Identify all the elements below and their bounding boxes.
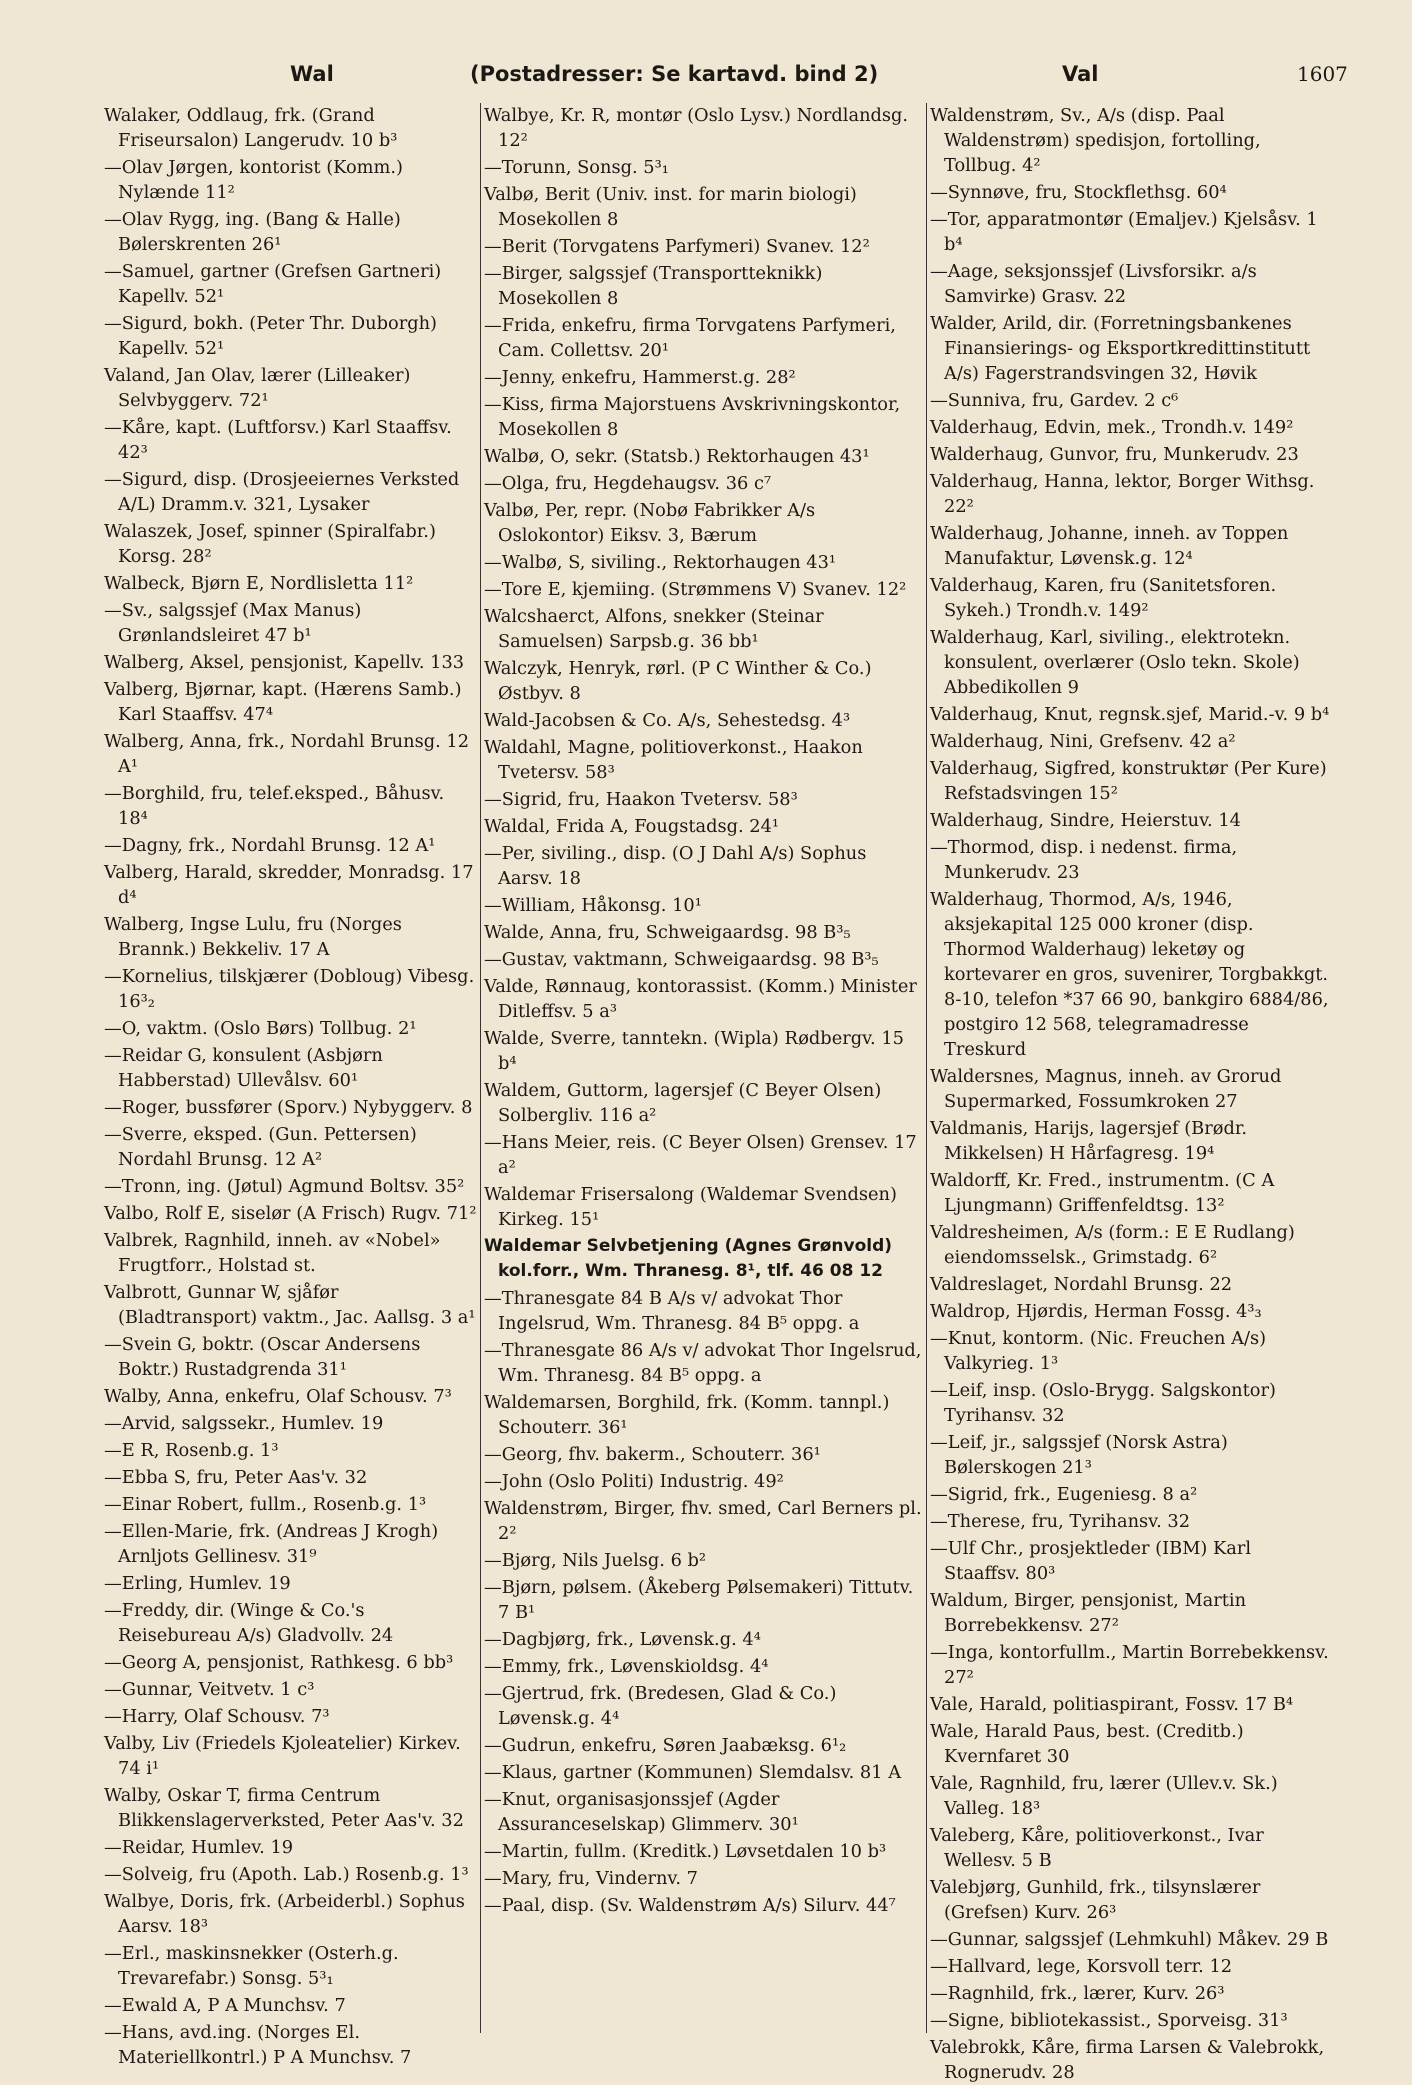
directory-entry: Walby, Anna, enkefru, Olaf Schousv. 7³: [104, 1386, 452, 1407]
directory-entry: —Gjertrud, frk. (Bredesen, Glad & Co.) Løvensk.g. 4⁴: [484, 1683, 837, 1729]
directory-entry: —Inga, kontorfullm., Martin Borrebekkensv. 27²: [930, 1642, 1329, 1688]
directory-entry: —Kornelius, tilskjærer (Dobloug) Vibesg. 16³₂: [104, 966, 475, 1012]
directory-entry: —Leif, insp. (Oslo-Brygg. Salgskontor) Tyrihansv. 32: [930, 1380, 1276, 1426]
directory-entry: —Sigurd, bokh. (Peter Thr. Duborgh) Kapellv. 52¹: [104, 313, 437, 359]
directory-entry: —Sigrid, frk., Eugeniesg. 8 a²: [930, 1484, 1198, 1505]
directory-entry: Waldum, Birger, pensjonist, Martin Borrebekkensv. 27²: [930, 1590, 1247, 1636]
directory-entry: —Thranesgate 86 A/s v/ advokat Thor Ingelsrud, Wm. Thranesg. 84 B⁵ oppg. a: [484, 1340, 922, 1386]
directory-entry: —Per, siviling., disp. (O J Dahl A/s) Sophus Aarsv. 18: [484, 843, 867, 889]
directory-entry: —Gudrun, enkefru, Søren Jaabæksg. 6¹₂: [484, 1735, 847, 1756]
directory-entry: Walde, Anna, fru, Schweigaardsg. 98 B³₅: [484, 922, 851, 943]
directory-entry: —Signe, bibliotekassist., Sporveisg. 31³: [930, 2010, 1288, 2031]
directory-entry: Valebrokk, Kåre, firma Larsen & Valebrokk, Rognerudv. 28: [930, 2037, 1325, 2083]
directory-entry: —Ebba S, fru, Peter Aas'v. 32: [104, 1467, 368, 1488]
directory-entry: Valderhaug, Edvin, mek., Trondh.v. 149²: [930, 417, 1294, 438]
column-2: [484, 103, 922, 2038]
directory-entry: —Kåre, kapt. (Luftforsv.) Karl Staaffsv. 42³: [104, 417, 452, 463]
directory-entry: —Frida, enkefru, firma Torvgatens Parfymeri, Cam. Collettsv. 20¹: [484, 315, 896, 361]
directory-entry: —Svein G, boktr. (Oscar Andersens Boktr.) Rustadgrenda 31¹: [104, 1334, 421, 1380]
directory-entry: Walder, Arild, dir. (Forretningsbankenes Finansierings- og Eksportkredittinstitutt A/s) Fagerstrandsvingen 32, Høvik: [930, 313, 1311, 384]
directory-entry: —Thranesgate 84 B A/s v/ advokat Thor Ingelsrud, Wm. Thranesg. 84 B⁵ oppg. a: [484, 1288, 860, 1334]
directory-entry: Valderhaug, Knut, regnsk.sjef, Marid.-v. 9 b⁴: [930, 704, 1330, 725]
directory-entry: —Leif, jr., salgssjef (Norsk Astra) Bølerskogen 21³: [930, 1432, 1228, 1478]
directory-entry: Valbo, Rolf E, siselør (A Frisch) Rugv. 71²: [104, 1203, 477, 1224]
directory-entry: Walbø, O, sekr. (Statsb.) Rektorhaugen 43¹: [484, 446, 870, 467]
directory-entry: Walderhaug, Thormod, A/s, 1946, aksjekapital 125 000 kroner (disp. Thormod Walderhaug) leketøy og kortevarer en gros, suvenirer, Torgbakkgt. 8-10, telefon *37 66 90, bankgiro 6884/86, postgiro 12 568, telegramadresse Treskurd: [930, 889, 1329, 1060]
directory-entry: —Solveig, fru (Apoth. Lab.) Rosenb.g. 1³: [104, 1864, 469, 1885]
directory-entry: Valberg, Harald, skredder, Monradsg. 17 d⁴: [104, 862, 474, 908]
directory-entry: Vale, Ragnhild, fru, lærer (Ullev.v. Sk.) Valleg. 18³: [930, 1773, 1278, 1819]
directory-entry: Walderhaug, Johanne, inneh. av Toppen Manufaktur, Løvensk.g. 12⁴: [930, 523, 1289, 569]
directory-entry: Valberg, Bjørnar, kapt. (Hærens Samb.) Karl Staaffsv. 47⁴: [104, 679, 462, 725]
directory-entry: —Sunniva, fru, Gardev. 2 c⁶: [930, 390, 1179, 411]
header-center: (Postadresser: Se kartavd. bind 2): [470, 62, 879, 86]
directory-entry: Walderhaug, Gunvor, fru, Munkerudv. 23: [930, 444, 1299, 465]
directory-entry: —Sigurd, disp. (Drosjeeiernes Verksted A/L) Dramm.v. 321, Lysaker: [104, 469, 460, 515]
directory-entry: Walde, Sverre, tanntekn. (Wipla) Rødbergv. 15 b⁴: [484, 1028, 904, 1074]
directory-entry: —Georg, fhv. bakerm., Schouterr. 36¹: [484, 1444, 821, 1465]
directory-entry: —Sv., salgssjef (Max Manus) Grønlandsleiret 47 b¹: [104, 600, 362, 646]
page-header: [0, 62, 1412, 96]
column-3: [930, 103, 1332, 2083]
directory-entry: —Klaus, gartner (Kommunen) Slemdalsv. 81 A: [484, 1762, 902, 1783]
directory-entry: —Kiss, firma Majorstuens Avskrivningskontor, Mosekollen 8: [484, 394, 901, 440]
directory-entry: Valeberg, Kåre, politioverkonst., Ivar Wellesv. 5 B: [930, 1825, 1264, 1871]
directory-entry: Waldemarsen, Borghild, frk. (Komm. tannpl.) Schouterr. 36¹: [484, 1392, 890, 1438]
directory-entry: Waldemar Selvbetjening (Agnes Grønvold) kol.forr., Wm. Thranesg. 8¹, tlf. 46 08 12: [484, 1236, 893, 1281]
directory-entry: —Tore E, kjemiing. (Strømmens V) Svanev. 12²: [484, 579, 907, 600]
directory-entry: Valbrott, Gunnar W, sjåfør (Bladtransport) vaktm., Jac. Aallsg. 3 a¹: [104, 1282, 476, 1328]
directory-entry: Waldrop, Hjørdis, Herman Fossg. 4³₃: [930, 1301, 1262, 1322]
directory-entry: Wale, Harald Paus, best. (Creditb.) Kvernfaret 30: [930, 1721, 1244, 1767]
column-1: [104, 103, 477, 2068]
directory-entry: Valdmanis, Harijs, lagersjef (Brødr. Mikkelsen) H Hårfagresg. 19⁴: [930, 1118, 1248, 1164]
directory-entry: Walderhaug, Nini, Grefsenv. 42 a²: [930, 731, 1236, 752]
directory-entry: —Jenny, enkefru, Hammerst.g. 28²: [484, 367, 796, 388]
directory-entry: —Gunnar, Veitvetv. 1 c³: [104, 1679, 315, 1700]
column-divider: [480, 103, 481, 2033]
directory-entry: —O, vaktm. (Oslo Børs) Tollbug. 2¹: [104, 1018, 417, 1039]
directory-entry: —Ulf Chr., prosjektleder (IBM) Karl Staaffsv. 80³: [930, 1538, 1252, 1584]
directory-entry: Walaszek, Josef, spinner (Spiralfabr.) Korsg. 28²: [104, 521, 436, 567]
directory-entry: —Thormod, disp. i nedenst. firma, Munkerudv. 23: [930, 837, 1238, 883]
directory-entry: —Tronn, ing. (Jøtul) Agmund Boltsv. 35²: [104, 1176, 465, 1197]
directory-entry: Waldahl, Magne, politioverkonst., Haakon Tvetersv. 58³: [484, 737, 863, 783]
directory-entry: —Berit (Torvgatens Parfymeri) Svanev. 12²: [484, 236, 870, 257]
directory-entry: —Reidar, Humlev. 19: [104, 1837, 294, 1858]
directory-entry: —Einar Robert, fullm., Rosenb.g. 1³: [104, 1494, 427, 1515]
directory-entry: Walby, Oskar T, firma Centrum Blikkenslagerverksted, Peter Aas'v. 32: [104, 1785, 464, 1831]
directory-entry: Walberg, Aksel, pensjonist, Kapellv. 133: [104, 652, 465, 673]
directory-entry: —Dagbjørg, frk., Løvensk.g. 4⁴: [484, 1629, 761, 1650]
directory-entry: Walczyk, Henryk, rørl. (P C Winther & Co.) Østbyv. 8: [484, 658, 872, 704]
directory-entry: —E R, Rosenb.g. 1³: [104, 1440, 279, 1461]
directory-entry: —Martin, fullm. (Kreditk.) Løvsetdalen 10 b³: [484, 1841, 887, 1862]
directory-entry: Waldenstrøm, Sv., A/s (disp. Paal Waldenstrøm) spedisjon, fortolling, Tollbug. 4²: [930, 105, 1261, 176]
directory-entry: Walaker, Oddlaug, frk. (Grand Friseursalon) Langerudv. 10 b³: [104, 105, 398, 151]
directory-entry: —Erl., maskinsnekker (Osterh.g. Trevarefabr.) Sonsg. 5³₁: [104, 1943, 399, 1989]
directory-entry: —Walbø, S, siviling., Rektorhaugen 43¹: [484, 552, 837, 573]
directory-entry: Valebjørg, Gunhild, frk., tilsynslærer (Grefsen) Kurv. 26³: [930, 1877, 1261, 1923]
directory-entry: Valderhaug, Karen, fru (Sanitetsforen. Sykeh.) Trondh.v. 149²: [930, 575, 1277, 621]
column-divider: [926, 103, 927, 2033]
directory-entry: Wald-Jacobsen & Co. A/s, Sehestedsg. 4³: [484, 710, 851, 731]
directory-entry: Waldorff, Kr. Fred., instrumentm. (C A Ljungmann) Griffenfeldtsg. 13²: [930, 1170, 1275, 1216]
directory-entry: Walbeck, Bjørn E, Nordlisletta 11²: [104, 573, 414, 594]
directory-entry: Valand, Jan Olav, lærer (Lilleaker) Selvbyggerv. 72¹: [104, 365, 411, 411]
directory-entry: Valdresheimen, A/s (form.: E E Rudlang) eiendomsselsk., Grimstadg. 6²: [930, 1222, 1295, 1268]
directory-entry: —Bjørg, Nils Juelsg. 6 b²: [484, 1550, 707, 1571]
directory-entry: —Ellen-Marie, frk. (Andreas J Krogh) Arnljots Gellinesv. 31⁹: [104, 1521, 439, 1567]
directory-entry: —Torunn, Sonsg. 5³₁: [484, 157, 669, 178]
directory-entry: Valderhaug, Sigfred, konstruktør (Per Kure) Refstadsvingen 15²: [930, 758, 1327, 804]
directory-entry: Valbø, Berit (Univ. inst. for marin biologi) Mosekollen 8: [484, 184, 857, 230]
directory-entry: —Sverre, eksped. (Gun. Pettersen) Nordahl Brunsg. 12 A²: [104, 1124, 417, 1170]
directory-entry: —Bjørn, pølsem. (Åkeberg Pølsemakeri) Tittutv. 7 B¹: [484, 1577, 914, 1623]
directory-entry: —Emmy, frk., Løvenskioldsg. 4⁴: [484, 1656, 769, 1677]
directory-entry: —Freddy, dir. (Winge & Co.'s Reisebureau A/s) Gladvollv. 24: [104, 1600, 394, 1646]
directory-entry: —Paal, disp. (Sv. Waldenstrøm A/s) Silurv. 44⁷: [484, 1895, 896, 1916]
directory-entry: —Birger, salgssjef (Transportteknikk) Mosekollen 8: [484, 263, 823, 309]
directory-entry: —Dagny, frk., Nordahl Brunsg. 12 A¹: [104, 835, 436, 856]
directory-entry: —Roger, bussfører (Sporv.) Nybyggerv. 8: [104, 1097, 473, 1118]
directory-entry: Valde, Rønnaug, kontorassist. (Komm.) Minister Ditleffsv. 5 a³: [484, 976, 917, 1022]
directory-entry: Valderhaug, Hanna, lektor, Borger Withsg. 22²: [930, 471, 1315, 517]
directory-entry: —Knut, organisasjonssjef (Agder Assuranceselskap) Glimmerv. 30¹: [484, 1789, 799, 1835]
directory-entry: Vale, Harald, politiaspirant, Fossv. 17 B⁴: [930, 1694, 1294, 1715]
directory-entry: —William, Håkonsg. 10¹: [484, 895, 702, 916]
directory-entry: —Ragnhild, frk., lærer, Kurv. 26³: [930, 1983, 1225, 2004]
directory-entry: —Erling, Humlev. 19: [104, 1573, 291, 1594]
directory-entry: Waldenstrøm, Birger, fhv. smed, Carl Berners pl. 2²: [484, 1498, 922, 1544]
directory-entry: Valbø, Per, repr. (Nobø Fabrikker A/s Oslokontor) Eiksv. 3, Bærum: [484, 500, 816, 546]
directory-entry: —Olav Jørgen, kontorist (Komm.) Nylænde 11²: [104, 157, 403, 203]
directory-entry: —Knut, kontorm. (Nic. Freuchen A/s) Valkyrieg. 1³: [930, 1328, 1267, 1374]
directory-entry: Waldemar Frisersalong (Waldemar Svendsen) Kirkeg. 15¹: [484, 1184, 897, 1230]
directory-entry: —Gustav, vaktmann, Schweigaardsg. 98 B³₅: [484, 949, 879, 970]
directory-entry: —Borghild, fru, telef.eksped., Båhusv. 18⁴: [104, 783, 445, 829]
directory-entry: —Arvid, salgssekr., Humlev. 19: [104, 1413, 384, 1434]
directory-entry: —John (Oslo Politi) Industrig. 49²: [484, 1471, 784, 1492]
directory-entry: —Therese, fru, Tyrihansv. 32: [930, 1511, 1191, 1532]
directory-entry: Walcshaerct, Alfons, snekker (Steinar Samuelsen) Sarpsb.g. 36 bb¹: [484, 606, 824, 652]
directory-entry: —Gunnar, salgssjef (Lehmkuhl) Måkev. 29 B: [930, 1929, 1329, 1950]
directory-entry: —Synnøve, fru, Stockflethsg. 60⁴: [930, 182, 1227, 203]
directory-entry: Waldem, Guttorm, lagersjef (C Beyer Olsen) Solbergliv. 116 a²: [484, 1080, 882, 1126]
directory-entry: Waldal, Frida A, Fougstadsg. 24¹: [484, 816, 780, 837]
directory-entry: Valby, Liv (Friedels Kjoleatelier) Kirkev. 74 i¹: [104, 1733, 461, 1779]
page-number: 1607: [1297, 62, 1348, 86]
directory-entry: Walberg, Anna, frk., Nordahl Brunsg. 12 A¹: [104, 731, 470, 777]
directory-entry: —Sigrid, fru, Haakon Tvetersv. 58³: [484, 789, 798, 810]
directory-entry: Walderhaug, Karl, siviling., elektrotekn. konsulent, overlærer (Oslo tekn. Skole) Abbedikollen 9: [930, 627, 1300, 698]
directory-entry: Walbye, Doris, frk. (Arbeiderbl.) Sophus Aarsv. 18³: [104, 1891, 465, 1937]
directory-entry: —Olav Rygg, ing. (Bang & Halle) Bølerskrenten 26¹: [104, 209, 401, 255]
directory-entry: —Georg A, pensjonist, Rathkesg. 6 bb³: [104, 1652, 454, 1673]
header-right: Val: [1062, 62, 1099, 86]
directory-entry: —Hallvard, lege, Korsvoll terr. 12: [930, 1956, 1233, 1977]
directory-entry: Walbye, Kr. R, montør (Oslo Lysv.) Nordlandsg. 12²: [484, 105, 909, 151]
directory-entry: —Mary, fru, Vindernv. 7: [484, 1868, 698, 1889]
directory-entry: —Hans, avd.ing. (Norges El. Materiellkontrl.) P A Munchsv. 7: [104, 2022, 412, 2068]
directory-entry: —Reidar G, konsulent (Asbjørn Habberstad) Ullevålsv. 60¹: [104, 1045, 383, 1091]
directory-entry: —Tor, apparatmontør (Emaljev.) Kjelsåsv. 1 b⁴: [930, 209, 1318, 255]
directory-entry: —Aage, seksjonssjef (Livsforsikr. a/s Samvirke) Grasv. 22: [930, 261, 1257, 307]
directory-entry: Walderhaug, Sindre, Heierstuv. 14: [930, 810, 1241, 831]
directory-entry: Walberg, Ingse Lulu, fru (Norges Brannk.) Bekkeliv. 17 A: [104, 914, 402, 960]
directory-entry: —Harry, Olaf Schousv. 7³: [104, 1706, 330, 1727]
directory-entry: —Hans Meier, reis. (C Beyer Olsen) Grensev. 17 a²: [484, 1132, 917, 1178]
header-left: Wal: [290, 62, 334, 86]
directory-entry: Valbrek, Ragnhild, inneh. av «Nobel» Frugtforr., Holstad st.: [104, 1230, 441, 1276]
directory-entry: —Ewald A, P A Munchsv. 7: [104, 1995, 346, 2016]
directory-entry: —Olga, fru, Hegdehaugsv. 36 c⁷: [484, 473, 772, 494]
directory-entry: —Samuel, gartner (Grefsen Gartneri) Kapellv. 52¹: [104, 261, 442, 307]
directory-entry: Waldersnes, Magnus, inneh. av Grorud Supermarked, Fossumkroken 27: [930, 1066, 1282, 1112]
directory-entry: Valdreslaget, Nordahl Brunsg. 22: [930, 1274, 1233, 1295]
